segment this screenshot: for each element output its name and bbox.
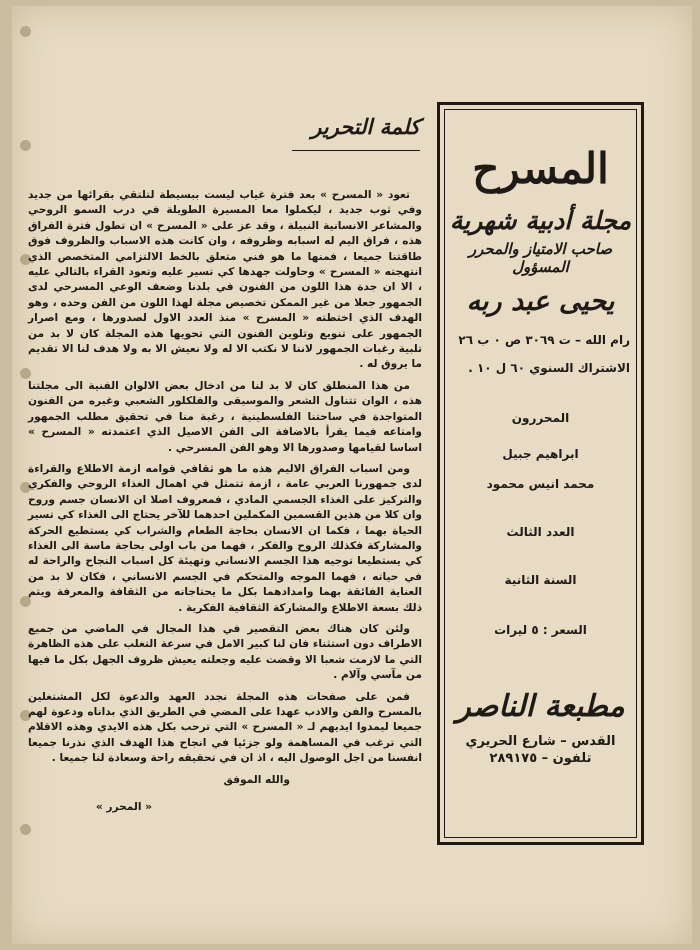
subscription-line: الاشتراك السنوي ٦٠ ل ١٠ . <box>468 361 630 376</box>
magazine-title: المسرح <box>472 144 609 193</box>
owner-name: يحيى عبد ربه <box>466 286 615 318</box>
magazine-subtitle: مجلة أدبية شهرية <box>449 206 632 235</box>
masthead-frame <box>437 102 644 845</box>
page-sheet <box>12 6 692 944</box>
editorial-paragraph: من هذا المنطلق كان لا بد لنا من ادخال بعض الالوان الفنية الى مجلتنا هذه ، الوان تتناول الشعر والموسيقى والفلكلور الشعبي وغيره من الفنون المتواجدة في ساحتنا الفلسطينية ، رغبة منا في تحقيق مطلب الجمهور وامتاعه فيما يقرأ بالاضافة الى الفن الاصيل الذي اعتمدته « المسرح » اساسا لقيامها وصدورها الا وهو الفن المسرحي . <box>28 379 422 454</box>
editorial-paragraph: ومن اسباب الفراق الاليم هذه ما هو ثقافي قوامه ازمة الاطلاع والقراءة لدى جمهورنا العربي عامة ، ازمة تتمثل في اهمال الغذاء الروحي والفكري والتركيز على الغذاء الجسمي المادي ، فمعروف اصلا ان الانسان جسم وروح وان كلا من هذين القسمين المكملين احدهما للآخر يحتاج الى الغذاء كي تسير الحياة بهما ، فكما ان الانسان بحاجة الطعام والشراب كي يستطيع الحركة والمشاركة فكذلك الروح والفكر ، فهما من باب اولى بحاجة ماسة الى الغذاء كي يستطيعا توجيه هذا الجسم الانساني وتهيئة كل اسباب النجاح والراحة له في حياته ، فهما الموجه والمتحكم في الجسم الانساني ، فكان لا بد من العناية الفائقة بهما وامدادهما بكل ما يحتاجانه من الثقافة والمعرفة ويتم ذلك بسعة الاطلاع والمشاركة الثقافية الفكرية . <box>28 462 422 614</box>
binding-hole <box>20 26 31 37</box>
editorial-body <box>28 188 422 815</box>
press-address: القدس – شارع الحريري <box>465 734 616 750</box>
editors-heading: المحررون <box>511 411 570 426</box>
masthead-inner <box>444 109 637 838</box>
press-phone: تلفون – ٢٨٩١٧٥ <box>489 751 592 767</box>
binding-hole <box>20 824 31 835</box>
address-line: رام الله – ت ٣٠٦٩ ص ٠ ب ٢٦ <box>458 333 630 348</box>
editorial-paragraph: ولئن كان هناك بعض التقصير في هذا المجال في الماضي من جميع الاطراف دون استثناء فان لنا كبير الامل في سرعة التغلب على هذه الظاهرة التي ما لازمت شعبا الا وقضت عليه وجعلته يعيش ظروف الجهل بكل ما فيها من مآسي وآلام . <box>28 622 422 682</box>
editorial-heading: كلمة التحرير <box>292 114 420 151</box>
issue-number: العدد الثالث <box>506 525 575 540</box>
editorial-paragraph: تعود « المسرح » بعد فترة غياب ليست ببسيطة لتلتقي بقرائها من جديد وفي ثوب جديد ، ليكملوا معا المسيرة الطويلة في درب السمو الروحي والمشاعر الانسانية النبيلة ، وقد عز على « المسرح » ان تطول فترة الفراق هذه ، فراق اليم له اسبابه وظروفه ، وان كانت هذه الاسباب والظروف فوق طاقتنا جميعا ، فمنها ما هو فني متعلق بالخط الالتزامي المتخصص الذي انتهجته « المسرح » وحاولت جهدها كي تسير عليه وتعود القراء بالتالي عليه ، الا ان جدة هذا اللون من الفنون في بلدنا وضعف الوعي المسرحي لدى الجمهور جعلا من غير الممكن تخصيص مجلة لهذا اللون من الفن وحده ، وهو الهدف الذي اختطته « المسرح » منذ العدد الاول لصدورها ، ومع اصرار الجمهور على تنويع وتلوين الفنون التي تحويها هذه المجلة كان لا بد من تلبية رغبات الجمهور لاننا لا نكتب الا له ولا نعيش الا به ولا هدف لنا الا تقديم ما يروق له . <box>28 189 422 371</box>
editor-name: ابراهيم جبيل <box>502 447 579 462</box>
editor-name: محمد انيس محمود <box>486 477 595 492</box>
issue-price: السعر : ٥ ليرات <box>494 623 587 638</box>
binding-hole <box>20 140 31 151</box>
editorial-closing: والله الموفق <box>223 773 290 786</box>
owner-line: صاحب الامتياز والمحرر المسؤول <box>468 240 613 277</box>
issue-year: السنة الثانية <box>504 573 577 588</box>
editorial-paragraph: فمن على صفحات هذه المجلة نجدد العهد والدعوة لكل المشتغلين بالمسرح والفن والادب عهدا على المضي في الطريق الذي بداناه ودعوة لهم جميعا ليمدوا ايديهم لـ « المسرح » التي ترحب بكل هذه الايدي وهذه الاقلام التي ترغب في المساهمة ولو جزئيا في انجاح هذا الهدف الذي نذرنا جميعا انفسنا من اجل الوصول اليه ، اذ ان في تحقيقه راحة وسعادة لنا جميعا . <box>28 690 422 765</box>
press-name: مطبعة الناصر <box>456 689 625 725</box>
editorial-signature: « المحرر » <box>95 800 152 813</box>
